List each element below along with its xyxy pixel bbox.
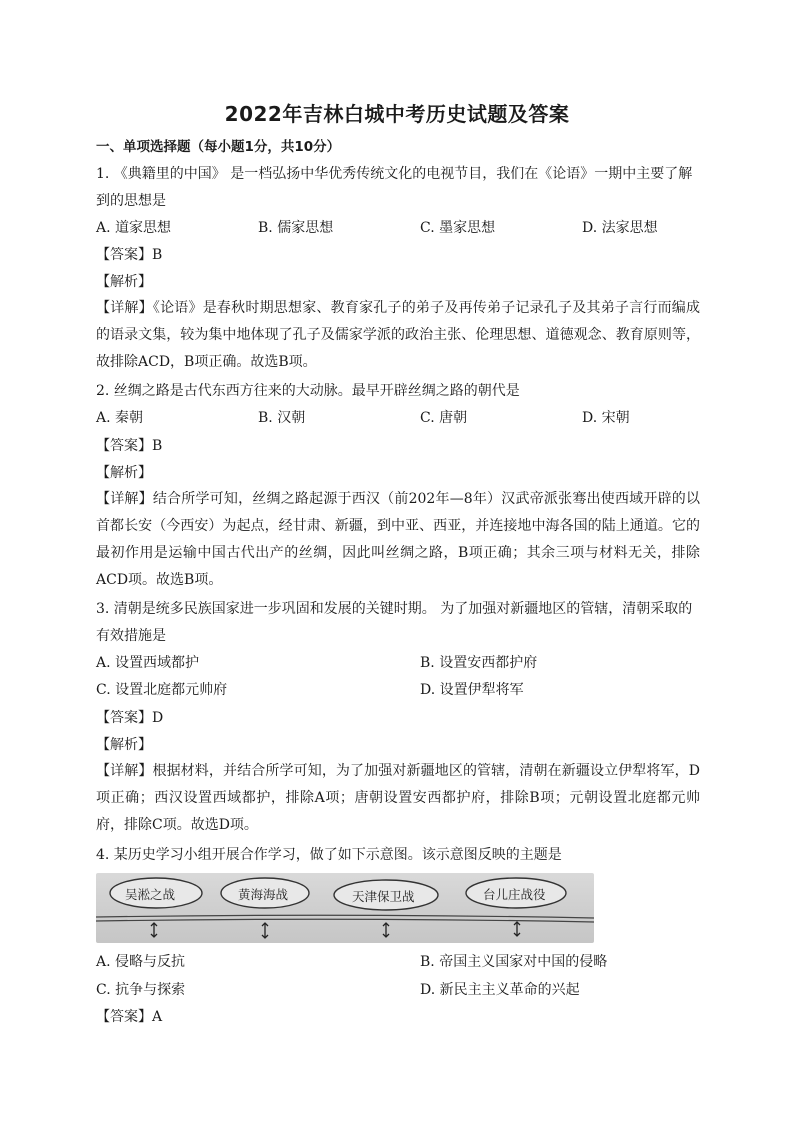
q4-option-a: A. 侵略与反抗 [96, 954, 186, 970]
q2-detail: 【详解】结合所学可知，丝绸之路起源于西汉（前202年—8年）汉武帝派张骞出使西域开辟的以首都长安（今西安）为起点，经甘肃、新疆，到中亚、西亚，并连接地中海各国的陆上通道。它的最初作用是运输中国古代出产的丝绸，因此叫丝绸之路，B项正确；其余三项与材料无关，排除ACD项。故选B项。 [96, 491, 700, 588]
q4-answer: 【答案】A [96, 1009, 163, 1025]
q1-analysis-label: 【解析】 [96, 274, 152, 290]
q2-stem-line1: 2. 丝绸之路是古代东西方往来的大动脉。最早开辟丝绸之路的朝代是 [96, 383, 520, 399]
q3-analysis-label: 【解析】 [96, 737, 152, 753]
q1-stem-line1: 1. 《典籍里的中国》 是一档弘扬中华优秀传统文化的电视节目，我们在《论语》一期中主要了解 [96, 166, 693, 182]
q4-option-c: C. 抗争与探索 [96, 982, 186, 998]
q2-option-c: C. 唐朝 [420, 410, 468, 426]
q4-option-d: D. 新民主主义革命的兴起 [420, 982, 580, 998]
q2-option-d: D. 宋朝 [582, 410, 630, 426]
diagram-label-2: 黄海海战 [238, 887, 289, 902]
q2-option-a: A. 秦朝 [96, 410, 144, 426]
q3-answer: 【答案】D [96, 710, 164, 726]
timeline-graphic [96, 873, 594, 943]
q1-option-c: C. 墨家思想 [420, 220, 496, 236]
q3-option-b: B. 设置安西都护府 [420, 655, 538, 671]
q2-analysis-label: 【解析】 [96, 465, 152, 481]
q3-option-c: C. 设置北庭都元帅府 [96, 682, 228, 698]
q4-option-b: B. 帝国主义国家对中国的侵略 [420, 954, 608, 970]
q4-stem-line1: 4. 某历史学习小组开展合作学习，做了如下示意图。该示意图反映的主题是 [96, 847, 562, 863]
q2-option-b: B. 汉朝 [258, 410, 306, 426]
q1-detail: 【详解】《论语》是春秋时期思想家、教育家孔子的弟子及再传弟子记录孔子及其弟子言行而编成的语录文集，较为集中地体现了孔子及儒家学派的政治主张、伦理思想、道德观念、教育原则等，故排除ACD，B项正确。故选B项。 [96, 300, 700, 370]
q1-option-a: A. 道家思想 [96, 220, 172, 236]
q3-option-d: D. 设置伊犁将军 [420, 682, 524, 698]
diagram-label-3: 天津保卫战 [352, 889, 415, 904]
diagram-label-4: 台儿庄战役 [483, 887, 546, 902]
arrows [151, 922, 520, 938]
section-heading: 一、单项选择题（每小题1分，共10分） [96, 139, 341, 155]
q3-detail: 【详解】根据材料，并结合所学可知，为了加强对新疆地区的管辖，清朝在新疆设立伊犁将军，D项正确；西汉设置西域都护，排除A项；唐朝设置安西都护府，排除B项；元朝设置北庭都元帅府，排除C项。故选D项。 [96, 763, 700, 833]
q1-answer: 【答案】B [96, 247, 163, 263]
q1-option-b: B. 儒家思想 [258, 220, 334, 236]
timeline-diagram [96, 873, 594, 943]
q3-stem-line2: 有效措施是 [96, 628, 166, 644]
q1-stem-line2: 到的思想是 [96, 193, 166, 209]
timeline-line-top [96, 915, 594, 918]
page-title: 2022年吉林白城中考历史试题及答案 [224, 102, 570, 126]
q3-option-a: A. 设置西域都护 [96, 655, 200, 671]
q1-option-d: D. 法家思想 [582, 220, 658, 236]
q3-stem-line1: 3. 清朝是统多民族国家进一步巩固和发展的关键时期。 为了加强对新疆地区的管辖，清朝采取的 [96, 601, 693, 617]
q2-answer: 【答案】B [96, 438, 163, 454]
timeline-line-bottom [96, 919, 594, 922]
diagram-label-1: 吴淞之战 [125, 887, 176, 902]
